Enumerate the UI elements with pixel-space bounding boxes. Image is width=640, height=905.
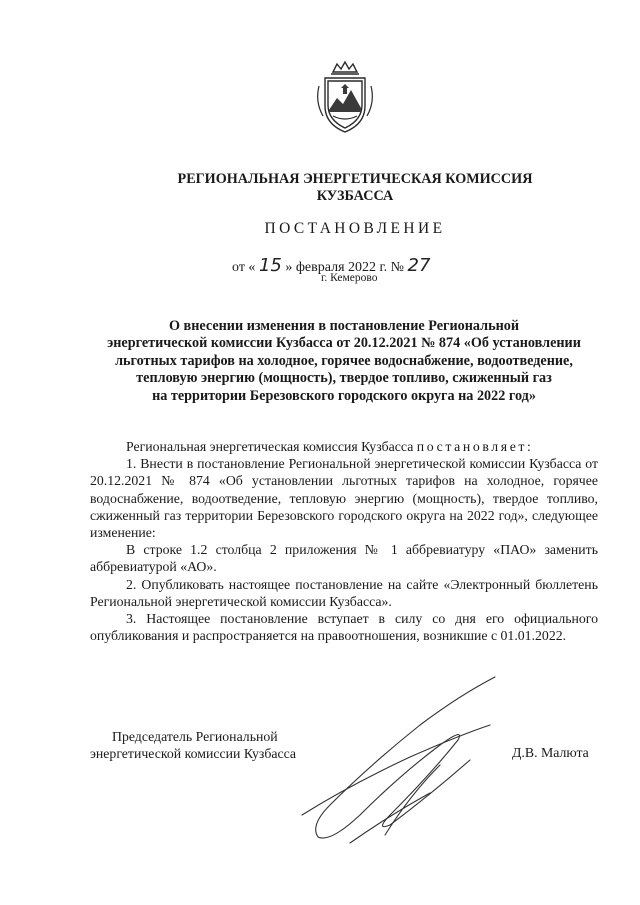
paragraph-3: 3. Настоящее постановление вступает в силу со дня его официального опубликования и распространяется на правоотношения, возникшие с 01.01.2022.	[90, 611, 598, 644]
date-month-year: » февраля 2022 г. №	[285, 260, 405, 275]
title-line: льготных тарифов на холодное, горячее водоснабжение, водоотведение,	[115, 352, 573, 369]
title-line: энергетической комиссии Кузбасса от 20.12.2021 № 874 «Об установлении	[107, 335, 581, 352]
org-line-1: РЕГИОНАЛЬНАЯ ЭНЕРГЕТИЧЕСКАЯ КОМИССИЯ	[177, 171, 533, 187]
signatory-position	[90, 728, 296, 763]
coat-of-arms-icon	[313, 58, 377, 136]
title-line: О внесении изменения в постановление Региональной	[168, 318, 520, 334]
intro-paragraph	[90, 438, 598, 455]
document-type: ПОСТАНОВЛЕНИЕ	[264, 220, 446, 237]
handwritten-number: 27	[407, 255, 431, 276]
signatory-name: Д.В. Малюта	[512, 745, 589, 760]
organization-name	[120, 171, 590, 205]
paragraph-1a: В строке 1.2 столбца 2 приложения № 1 аббревиатуру «ПАО» заменить аббревиатурой «АО».	[90, 542, 598, 575]
paragraph-1: 1. Внести в постановление Региональной энергетической комиссии Кузбасса от 20.12.2021 № 874 «Об установлении льготных тарифов на холодное, горячее водоснабжение, водоотведение, тепловую энергию (мощность), твердое топливо, сжиженный газ территории Березовского городского округа на 2022 год», следующее изменение:	[90, 456, 598, 541]
date-prefix: от «	[232, 260, 256, 275]
position-line-2: энергетической комиссии Кузбасса	[90, 746, 297, 762]
org-line-2: КУЗБАССА	[316, 188, 394, 204]
handwritten-day: 15	[258, 255, 282, 276]
intro-spaced-word: постановляет:	[416, 439, 534, 454]
intro-text: Региональная энергетическая комиссия Кузбасса	[126, 439, 417, 454]
position-line-1: Председатель Региональной	[112, 729, 278, 744]
document-title	[96, 318, 592, 405]
city: г. Кемерово	[321, 272, 378, 284]
paragraph-2: 2. Опубликовать настоящее постановление на сайте «Электронный бюллетень Региональной энергетической комиссии Кузбасса».	[90, 576, 598, 609]
title-line: на территории Березовского городского округа на 2022 год»	[152, 387, 536, 404]
handwritten-signature	[290, 665, 520, 855]
document-body	[90, 438, 598, 644]
title-line: тепловую энергию (мощность), твердое топливо, сжиженный газ	[136, 370, 552, 387]
